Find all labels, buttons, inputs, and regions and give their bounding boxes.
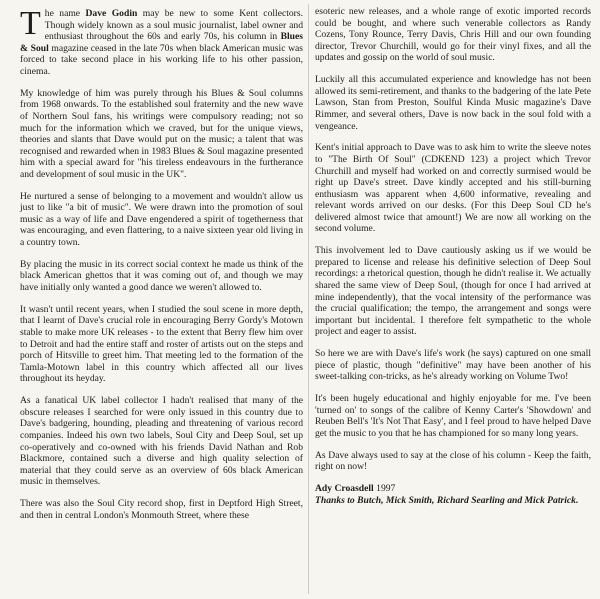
paragraph: This involvement led to Dave cautiously asking us if we would be prepared to license and release his definitive selection of Deep Soul recordings: a rhetorical question, though he didn't realise it. We actually shared the same view of Deep Soul, (though for once I had arrived at mine independently), that the vocal intensity of the performance was the crucial qualification; the tempo, the arrangement and songs were important but incidental. I therefore felt sympathetic to the whole project and eager to assist. — [315, 245, 591, 338]
signature-year: 1997 — [376, 483, 396, 495]
paragraph: Luckily all this accumulated experience and knowledge has not been allowed its semi-retirement, and thanks to the badgering of the late Pete Lawson, Stan from Preston, Soulful Kinda Music magazine's Dave Rimmer, and several others, Dave is now back in the soul fold with a vengeance. — [315, 74, 591, 132]
left-column — [20, 5, 303, 531]
magazine-name: Blues & Soul — [20, 31, 303, 54]
paragraph: By placing the music in its correct social context he made us think of the black American ghettos that it was coming out of, and though we may have initially only wanted a good dance we weren't allowed to. — [20, 258, 303, 294]
signature-name: Ady Croasdell — [315, 483, 374, 495]
paragraph: My knowledge of him was purely through his Blues & Soul columns from 1968 onwards. To the established soul fraternity and the new wave of Northern Soul fans, his writings were compulsory reading; not so much for the information which we craved, but for the unique views, theories and slants that Dave would put on the music; a talent that was recognised and rewarded when in 1983 Blues & Soul magazine presented him with a special award for "his tireless endeavours in the furtherance and development of soul music in the UK". — [20, 87, 303, 180]
column-divider — [308, 4, 309, 594]
paragraph: It wasn't until recent years, when I studied the soul scene in more depth, that I learnt of Dave's crucial role in encouraging Berry Gordy's Motown stable to make more UK releases - to the extent that Berry flew him over to Detroit and had the entire staff and roster of artists out on the steps and porch of Hitsville to greet him. That meeting led to the formation of the Tamla-Motown label in this country which affected all our lives throughout its heyday. — [20, 303, 303, 385]
acknowledgements: Thanks to Butch, Mick Smith, Richard Searling and Mick Patrick. — [315, 494, 579, 506]
right-column — [315, 6, 591, 506]
paragraph: As Dave always used to say at the close of his column - Keep the faith, right on now! — [315, 449, 591, 473]
drop-cap: T — [20, 5, 41, 42]
paragraph: So here we are with Dave's life's work (he says) captured on one small piece of plastic, though "definitive" may have been another of his sweet-talking con-tricks, as he's already working on Volume Two! — [315, 348, 591, 383]
paragraph: There was also the Soul City record shop, first in Deptford High Street, and then in central London's Monmouth Street, where these — [20, 498, 303, 521]
paragraph: esoteric new releases, and a whole range of exotic imported records could be bought, and where such venerable collectors as Randy Cozens, Tony Rounce, Terry Davis, Chris Hill and our own founding director, Trevor Churchill, would go for their vinyl fixes, and all the updates and gossip on the world of soul music. — [315, 6, 591, 64]
paragraph-intro: The name Dave Godin may be new to some Kent collectors. Though widely known as a soul music journalist, label owner and enthusiast throughout the 60s and early 70s, his column in Blues & Soul magazine ceased in the late 70s when black American music was forced to take second place in his working life to his other passion, cinema. — [20, 5, 303, 77]
artist-name: Dave Godin — [85, 8, 138, 19]
paragraph: Kent's initial approach to Dave was to ask him to write the sleeve notes to "The Birth Of Soul" (CDKEND 123) a project which Trevor Churchill and myself had worked on and correctly surmised would be right up Dave's street. Dave kindly accepted and his still-burning enthusiasm was apparent when 4,600 informative, revealing and relevant words arrived on our desks. (For this Deep Soul CD he's delivered almost twice that amount!) We are now all working on the second volume. — [315, 142, 591, 235]
paragraph: It's been hugely educational and highly enjoyable for me. I've been 'turned on' to songs of the calibre of Kenny Carter's 'Showdown' and Reuben Bell's 'It's Not That Easy', and I feel proud to have helped Dave get the music to you that he has championed for so many long years. — [315, 393, 591, 439]
paragraph: He nurtured a sense of belonging to a movement and wouldn't allow us just to like "a bit of music". We were drawn into the promotion of soul music as a way of life and Dave engendered a spirit of togetherness that was encouraging, and even flattering, to a naive sixteen year old living in a country town. — [20, 190, 303, 249]
paragraph: As a fanatical UK label collector I hadn't realised that many of the obscure releases I searched for were only issued in this country due to Dave's badgering, hounding, pleading and threatening of various record companies. Indeed his own two labels, Soul City and Deep Soul, set up co-operatively and co-owned with his friends David Nathan and Rob Blackmore, contained such a diverse and high quality selection of material that they could serve as an overview of 60s black American music in themselves. — [20, 395, 303, 488]
signature — [315, 483, 591, 495]
